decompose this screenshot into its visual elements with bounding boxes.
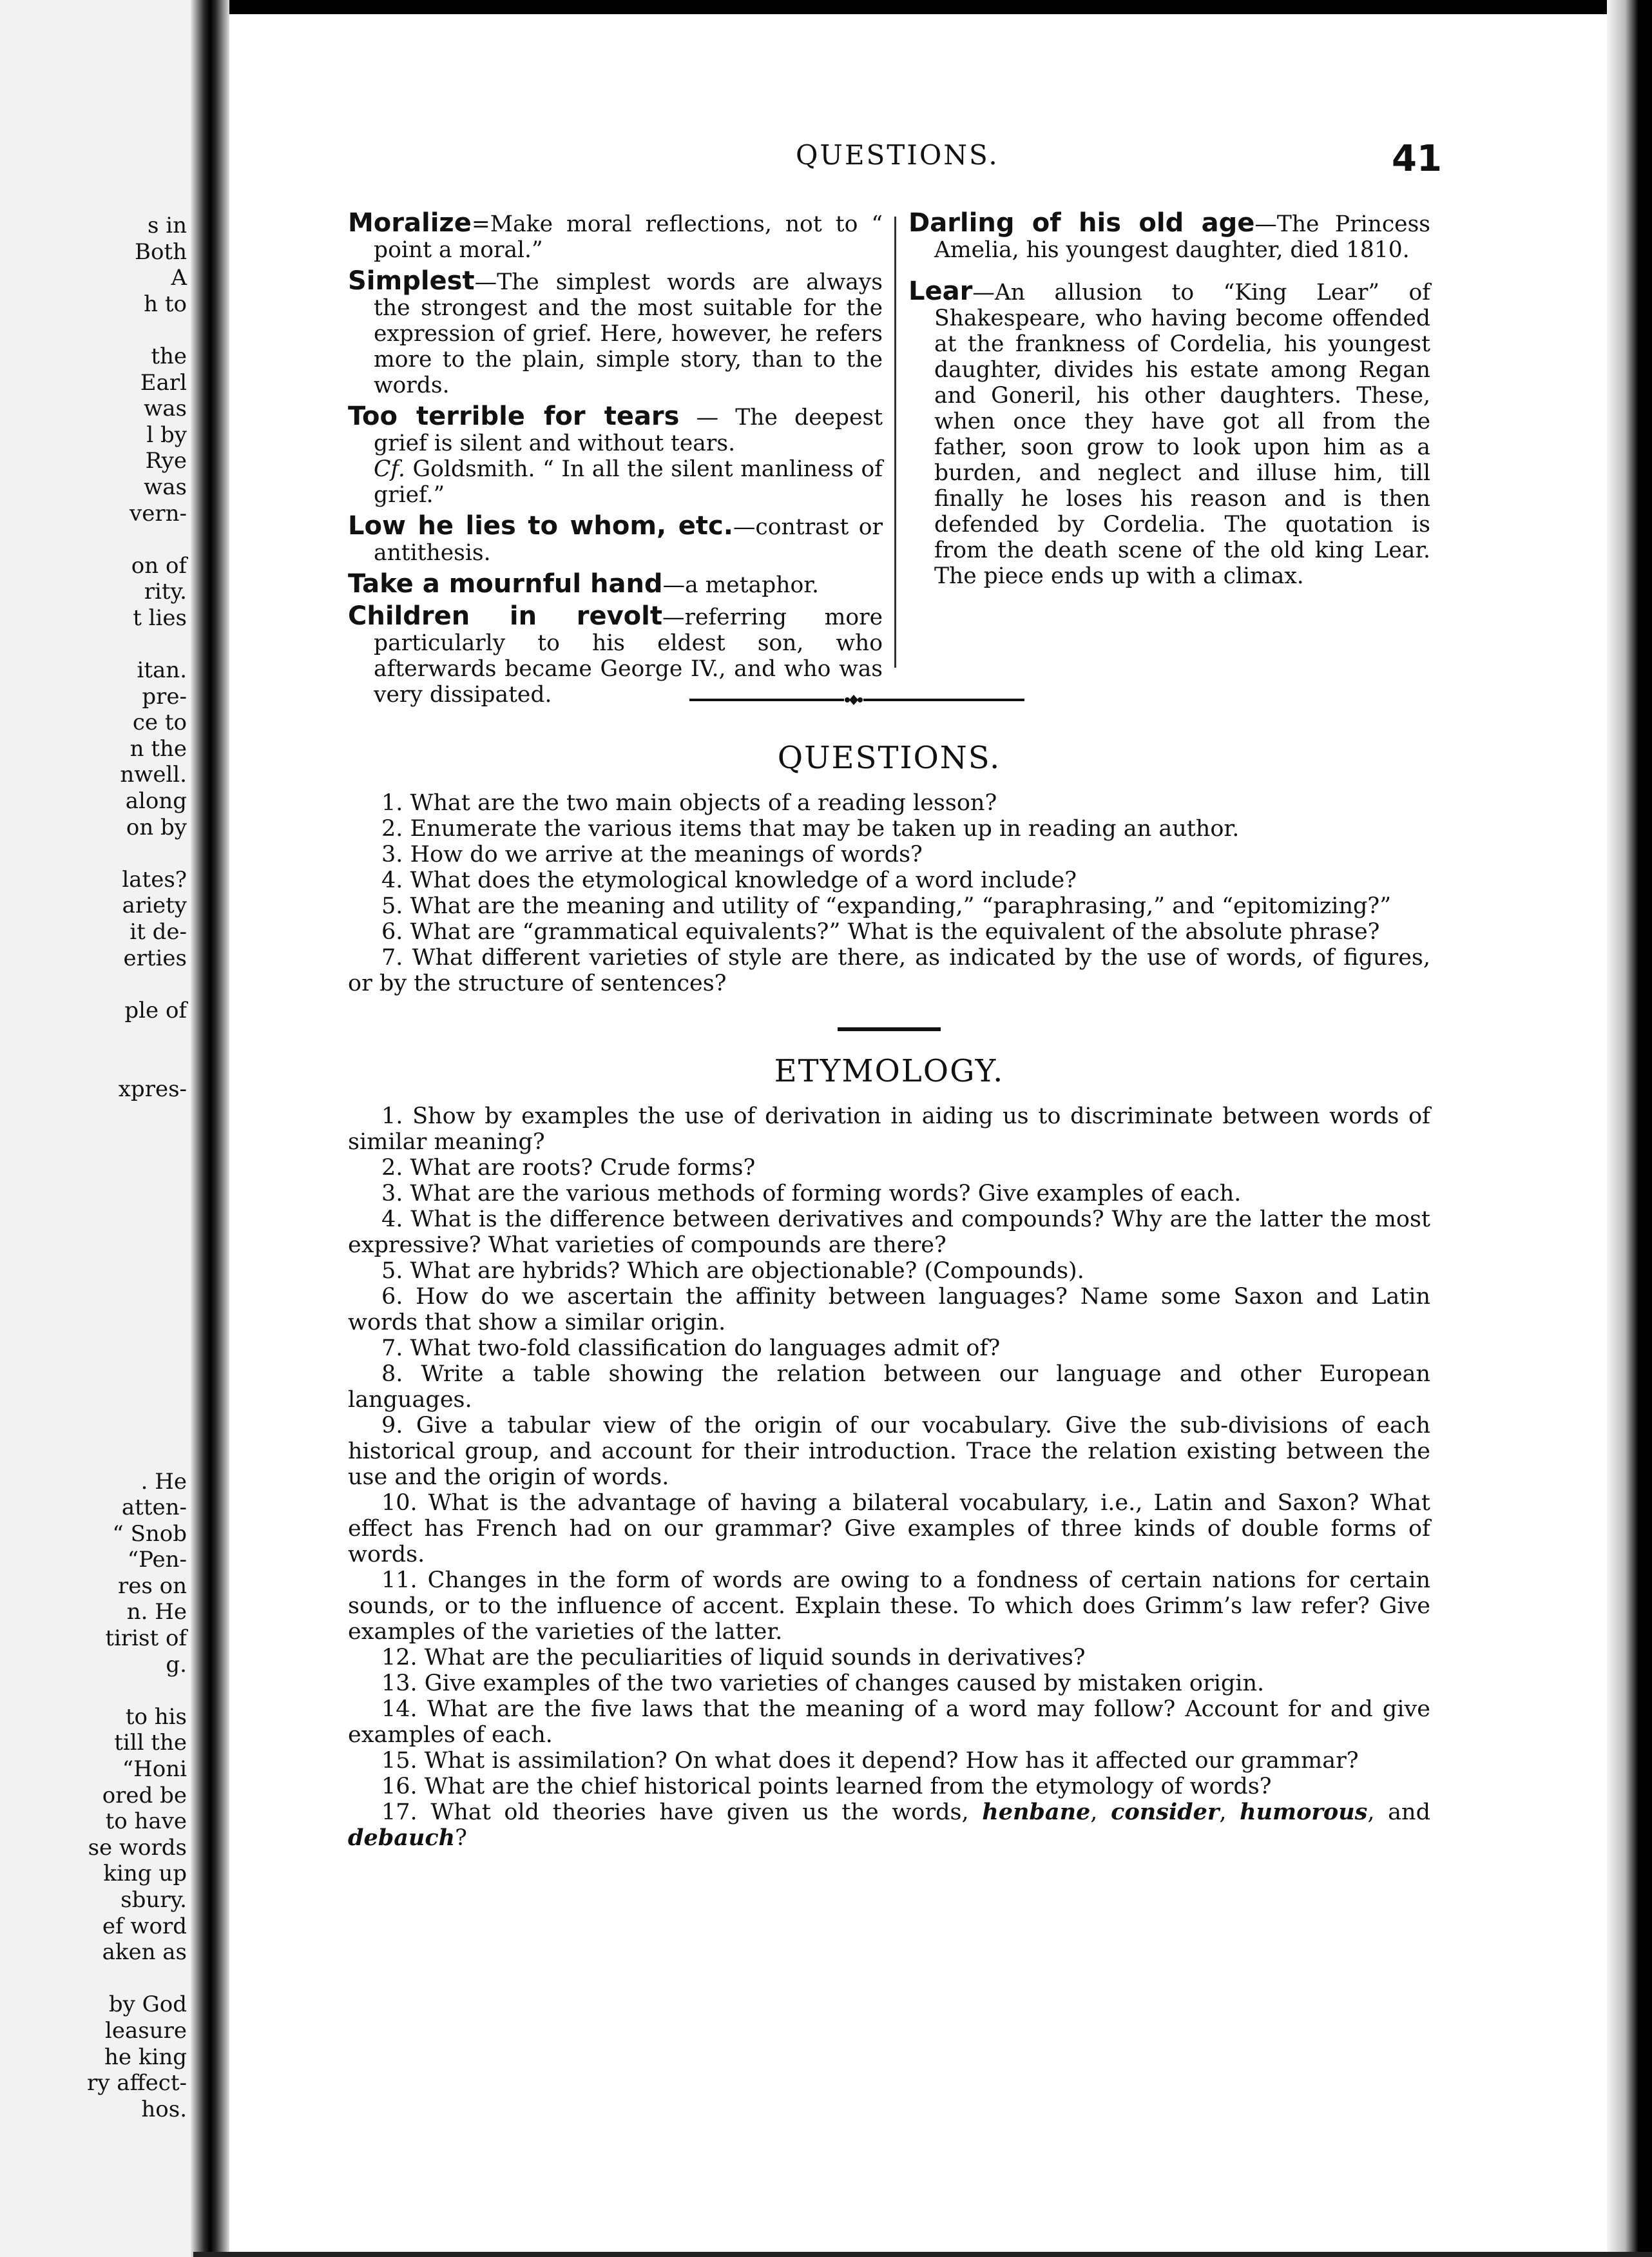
note-term: Low he lies to whom, etc. bbox=[348, 511, 733, 541]
note-separator: — bbox=[1254, 211, 1277, 237]
running-title: QUESTIONS. bbox=[796, 139, 999, 171]
question-item: 7. What different varieties of style are there, as indicated by the use of words, of figures, or by the structure of sentences? bbox=[348, 945, 1430, 996]
facing-page-line: nwell. bbox=[120, 762, 187, 788]
note-separator: — bbox=[972, 280, 995, 305]
facing-page-line: l by bbox=[146, 421, 187, 448]
facing-page-line: ce to bbox=[132, 710, 187, 736]
ornament-diamond-icon bbox=[844, 693, 863, 706]
note-entry bbox=[348, 210, 883, 263]
note-text: The deepest grief is silent and without tears. bbox=[374, 405, 883, 456]
facing-page-line: g. bbox=[166, 1651, 187, 1678]
running-head bbox=[348, 129, 1442, 180]
facing-page-line: leasure bbox=[105, 2017, 187, 2044]
facing-page-line bbox=[0, 1416, 187, 1442]
conjunction: , and bbox=[1367, 1799, 1430, 1825]
facing-page-line: Earl bbox=[140, 369, 187, 396]
note-separator: — bbox=[662, 572, 686, 598]
notes-column-right bbox=[908, 210, 1430, 594]
facing-page-text bbox=[0, 213, 187, 2122]
note-text: a metaphor. bbox=[685, 572, 819, 598]
facing-page-line bbox=[0, 1233, 187, 1259]
note-text: The Princess Amelia, his youngest daughter, died 1810. bbox=[934, 211, 1430, 263]
facing-page-line bbox=[0, 1285, 187, 1312]
note-text: referring more particularly to his eldest son, who afterwards became George IV., and who was very dissipated. bbox=[374, 605, 883, 708]
ornamental-divider bbox=[348, 674, 1430, 726]
etymology-question: 1. Show by examples the use of derivation in aiding us to discriminate between words of similar meaning? bbox=[348, 1103, 1430, 1155]
etymology-question: 8. Write a table showing the relation between our language and other European languages. bbox=[348, 1361, 1430, 1413]
facing-page-line bbox=[0, 840, 187, 867]
facing-page-line bbox=[0, 1102, 187, 1128]
facing-page-line bbox=[0, 1023, 187, 1050]
book-page bbox=[348, 129, 1442, 1851]
note-entry bbox=[908, 278, 1430, 589]
facing-page-line: to his bbox=[125, 1703, 187, 1730]
etymology-question: 12. What are the peculiarities of liquid sounds in derivatives? bbox=[381, 1645, 1086, 1671]
facing-page-line: along bbox=[125, 788, 187, 815]
note-separator: — bbox=[662, 605, 685, 630]
note-term: Too terrible for tears bbox=[348, 402, 680, 431]
question-item: 5. What are the meaning and utility of “expanding,” “paraphrasing,” and “epitomizing?” bbox=[381, 893, 1392, 919]
note-text: contrast or antithesis. bbox=[374, 514, 883, 566]
punctuation: , bbox=[1219, 1799, 1240, 1825]
note-text: The simplest words are always the strongest and the most suitable for the expression of grief. Here, however, he refers more to the plain, simple story, than to the words. bbox=[374, 269, 883, 398]
cf-label: Cf. bbox=[374, 456, 405, 482]
note-separator: — bbox=[733, 514, 756, 540]
etymology-question: 2. What are roots? Crude forms? bbox=[381, 1155, 756, 1181]
punctuation: , bbox=[1090, 1799, 1111, 1825]
etymology-question: 3. What are the various methods of forming words? Give examples of each. bbox=[381, 1181, 1242, 1206]
etymology-question: 15. What is assimilation? On what does it depend? How has it affected our grammar? bbox=[381, 1748, 1359, 1774]
facing-page-line: n. He bbox=[126, 1599, 187, 1625]
facing-page-line: on of bbox=[131, 552, 187, 579]
section-rule bbox=[838, 1027, 941, 1031]
facing-page-line: sbury. bbox=[120, 1887, 187, 1913]
note-term: Take a mournful hand bbox=[348, 569, 663, 599]
question-item: 4. What does the etymological knowledge of a word include? bbox=[381, 867, 1077, 893]
page-number: 41 bbox=[1392, 138, 1442, 180]
book-gutter bbox=[191, 0, 229, 2257]
facing-page-line: tirist of bbox=[105, 1625, 187, 1652]
facing-page-line bbox=[0, 1207, 187, 1234]
scan-border-top bbox=[0, 0, 1652, 14]
facing-page-line bbox=[0, 1678, 187, 1704]
note-term: Children in revolt bbox=[348, 601, 662, 631]
ornament-rule-left bbox=[689, 699, 844, 701]
etymology-question: 11. Changes in the form of words are owing to a fondness of certain nations for certain sounds, or to the influence of accent. Explain these. To which does Grimm’s law refer? Give examples of the varieties of the latter. bbox=[348, 1567, 1430, 1645]
facing-page-line: by God bbox=[108, 1991, 187, 2018]
facing-page-line bbox=[0, 632, 187, 658]
etymology-question: 9. Give a tabular view of the origin of our vocabulary. Give the sub-divisions of each historical group, and account for their introduction. Trace the relation existing between the use and the origin of words. bbox=[348, 1413, 1430, 1490]
question-text: 17. What old theories have given us the words, bbox=[381, 1799, 983, 1825]
question-item: 2. Enumerate the various items that may be taken up in reading an author. bbox=[381, 816, 1240, 842]
example-word: consider bbox=[1111, 1799, 1220, 1825]
facing-page-line bbox=[0, 1259, 187, 1286]
facing-page-line: ored be bbox=[102, 1782, 187, 1808]
etymology-question: 5. What are hybrids? Which are objectionable? (Compounds). bbox=[381, 1258, 1084, 1284]
etymology-question: 14. What are the five laws that the meaning of a word may follow? Account for and give examples of each. bbox=[348, 1696, 1430, 1748]
etymology-heading: ETYMOLOGY. bbox=[774, 1053, 1004, 1089]
ornament-rule-right bbox=[863, 699, 1024, 701]
facing-page-line: hos. bbox=[141, 2096, 187, 2122]
facing-page-line: aken as bbox=[102, 1939, 187, 1966]
facing-page-line: atten- bbox=[121, 1495, 187, 1521]
etymology-question bbox=[348, 1799, 1430, 1851]
facing-page-line: was bbox=[144, 396, 187, 422]
note-separator: — bbox=[474, 269, 497, 295]
note-text: Make moral reflections, not to “ point a moral.” bbox=[374, 211, 883, 263]
facing-page-line: ry affect- bbox=[86, 2070, 187, 2097]
facing-page-line: itan. bbox=[137, 657, 187, 684]
note-cross-reference bbox=[374, 456, 883, 508]
facing-page-line bbox=[0, 1050, 187, 1076]
note-term: Moralize bbox=[348, 208, 472, 238]
note-entry bbox=[908, 210, 1430, 263]
facing-page-line: . He bbox=[140, 1468, 187, 1495]
example-word: henbane bbox=[982, 1799, 1091, 1825]
facing-page-line bbox=[0, 317, 187, 344]
facing-page-line: pre- bbox=[142, 683, 187, 710]
facing-page-line: ple of bbox=[124, 997, 187, 1023]
facing-page-line: se words bbox=[88, 1834, 187, 1861]
note-separator: — bbox=[679, 405, 736, 431]
questions-list bbox=[348, 790, 1430, 996]
facing-page-line: ariety bbox=[122, 893, 187, 919]
note-entry bbox=[348, 268, 883, 398]
facing-page-line: xpres- bbox=[118, 1076, 187, 1102]
question-item: 3. How do we arrive at the meanings of words? bbox=[381, 842, 923, 867]
facing-page-line: was bbox=[144, 474, 187, 500]
facing-page-line bbox=[0, 527, 187, 553]
note-separator: = bbox=[471, 211, 490, 237]
facing-page-line bbox=[0, 1312, 187, 1338]
facing-page-line bbox=[0, 1364, 187, 1390]
facing-page-line: A bbox=[171, 265, 187, 291]
facing-page-line bbox=[0, 1338, 187, 1364]
notes-column-left bbox=[348, 210, 883, 713]
etymology-question: 7. What two-fold classification do languages admit of? bbox=[381, 1335, 1001, 1361]
facing-page-line: it de- bbox=[130, 919, 187, 945]
facing-page-line: he king bbox=[104, 2044, 187, 2070]
facing-page-line: vern- bbox=[130, 500, 187, 527]
note-entry bbox=[348, 513, 883, 566]
page-edge-right bbox=[1607, 0, 1652, 2257]
facing-page-line: to have bbox=[105, 1808, 187, 1835]
facing-page-line: rity. bbox=[144, 579, 187, 605]
punctuation: ? bbox=[455, 1825, 467, 1851]
facing-page-line: “ Snob bbox=[112, 1520, 187, 1547]
facing-page-line: t lies bbox=[133, 605, 187, 631]
note-text: An allusion to “King Lear” of Shakespeare, who having become offended at the frankness of Cordelia, his youngest daughter, divides his estate among Regan and Goneril, his other daughters. These, when once they have got all from the father, soon grow to look upon him as a burden, and neglect and illuse him, till finally he loses his reason and is then defended by Cordelia. The quotation is from the death scene of the old king Lear. The piece ends up with a climax. bbox=[934, 280, 1430, 589]
facing-page-line bbox=[0, 1966, 187, 1992]
facing-page-line: ef word bbox=[102, 1913, 187, 1939]
facing-page-line: Rye bbox=[145, 448, 187, 474]
facing-page-line bbox=[0, 1154, 187, 1181]
note-term: Darling of his old age bbox=[908, 208, 1255, 238]
annotation-notes bbox=[348, 208, 1430, 708]
etymology-list bbox=[348, 1103, 1430, 1799]
example-word: debauch bbox=[348, 1825, 456, 1851]
facing-page-line bbox=[0, 1390, 187, 1417]
facing-page-line: king up bbox=[103, 1861, 187, 1887]
facing-page-line: erties bbox=[123, 945, 187, 971]
example-word: humorous bbox=[1240, 1799, 1368, 1825]
facing-page-line: res on bbox=[118, 1573, 187, 1599]
etymology-question: 10. What is the advantage of having a bilateral vocabulary, i.e., Latin and Saxon? What effect has French had on our grammar? Give examples of three kinds of double forms of words. bbox=[348, 1490, 1430, 1567]
facing-page-line: “Pen- bbox=[127, 1547, 187, 1573]
etymology-question: 13. Give examples of the two varieties of changes caused by mistaken origin. bbox=[381, 1671, 1265, 1696]
facing-page-line: n the bbox=[130, 735, 187, 762]
note-term: Simplest bbox=[348, 266, 475, 296]
facing-page-line: lates? bbox=[122, 866, 187, 893]
column-divider bbox=[894, 217, 896, 668]
facing-page-line bbox=[0, 1128, 187, 1155]
facing-page-line: on by bbox=[126, 814, 187, 840]
page-edge-bottom bbox=[193, 2252, 1652, 2257]
facing-page-line: till the bbox=[114, 1730, 187, 1756]
facing-page-line: s in bbox=[147, 213, 187, 238]
note-entry bbox=[348, 403, 883, 508]
facing-page bbox=[0, 0, 205, 2257]
facing-page-line bbox=[0, 1181, 187, 1207]
facing-page-line: Both bbox=[134, 238, 187, 265]
note-entry bbox=[348, 571, 883, 598]
facing-page-line: h to bbox=[144, 291, 187, 317]
facing-page-line: “Honi bbox=[122, 1756, 187, 1783]
facing-page-line: the bbox=[151, 343, 187, 369]
facing-page-line bbox=[0, 1442, 187, 1469]
question-item: 1. What are the two main objects of a reading lesson? bbox=[381, 790, 997, 816]
questions-heading: QUESTIONS. bbox=[777, 740, 1001, 776]
etymology-list-last bbox=[348, 1799, 1430, 1851]
note-term: Lear bbox=[908, 276, 973, 306]
facing-page-line bbox=[0, 971, 187, 998]
etymology-question: 6. How do we ascertain the affinity between languages? Name some Saxon and Latin words that show a similar origin. bbox=[348, 1284, 1430, 1335]
etymology-question: 16. What are the chief historical points learned from the etymology of words? bbox=[381, 1774, 1272, 1799]
cf-text: Goldsmith. “ In all the silent manliness of grief.” bbox=[374, 456, 883, 508]
etymology-question: 4. What is the difference between derivatives and compounds? Why are the latter the most expressive? What varieties of compounds are there? bbox=[348, 1206, 1430, 1258]
question-item: 6. What are “grammatical equivalents?” What is the equivalent of the absolute phrase? bbox=[381, 919, 1380, 945]
